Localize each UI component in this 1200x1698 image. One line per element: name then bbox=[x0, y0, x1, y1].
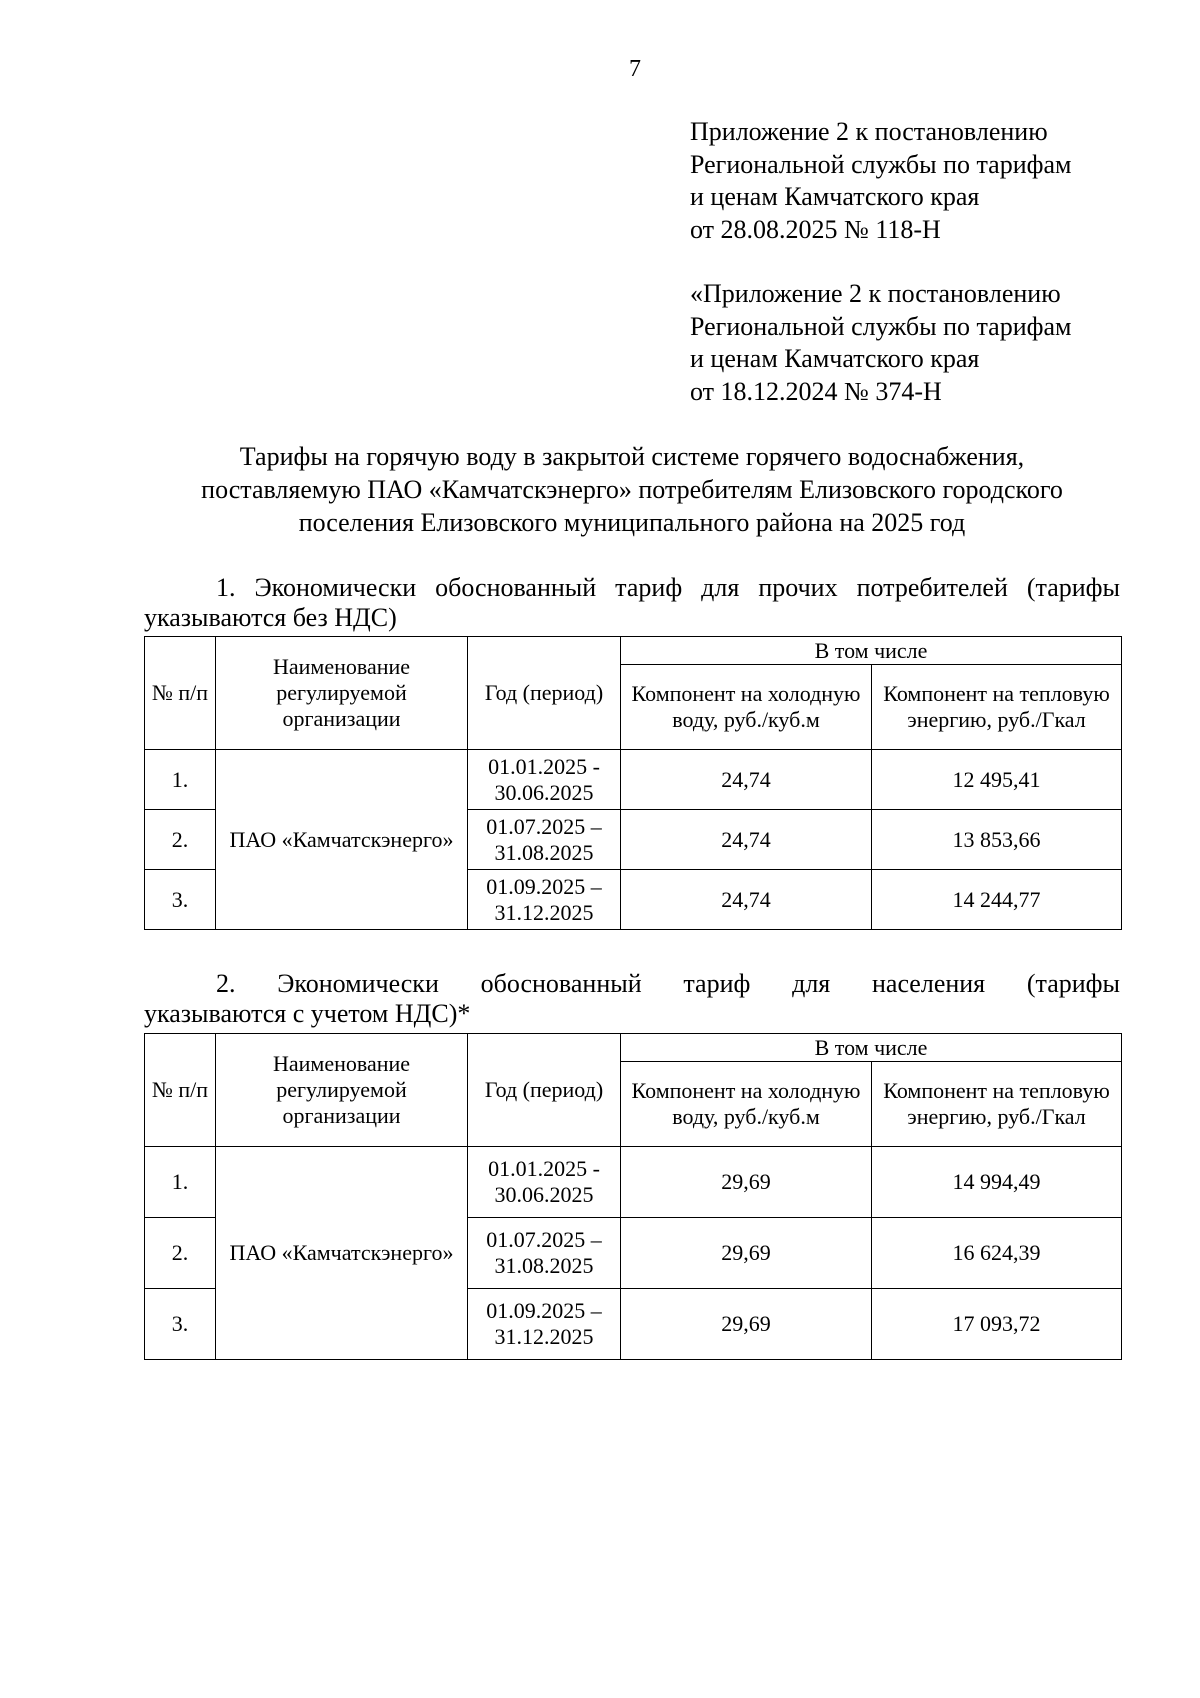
document-title bbox=[144, 440, 1120, 539]
organization-name: ПАО «Камчатскэнерго» bbox=[216, 750, 468, 930]
annex-line: и ценам Камчатского края bbox=[690, 182, 980, 211]
header-including: В том числе bbox=[621, 1034, 1122, 1062]
header-organization: Наименование регулируемой организации bbox=[216, 1034, 468, 1147]
annex-line: Региональной службы по тарифам bbox=[690, 149, 1072, 179]
row-num: 3. bbox=[145, 870, 216, 930]
section-1-heading bbox=[144, 573, 1120, 633]
title-line: поселения Елизовского муниципального района на 2025 год bbox=[298, 508, 966, 537]
row-heat-value: 16 624,39 bbox=[872, 1218, 1122, 1289]
table-row bbox=[145, 750, 1122, 810]
section-heading-line: 1. Экономически обоснованный тариф для прочих потребителей (тарифы bbox=[216, 573, 1120, 602]
row-period: 01.09.2025 – 31.12.2025 bbox=[468, 870, 621, 930]
row-cold-water-value: 29,69 bbox=[621, 1289, 872, 1360]
annex-line: «Приложение 2 к постановлению bbox=[690, 279, 1061, 308]
row-num: 1. bbox=[145, 1147, 216, 1218]
row-period: 01.09.2025 – 31.12.2025 bbox=[468, 1289, 621, 1360]
annex-line: от 28.08.2025 № 118-Н bbox=[690, 214, 941, 244]
row-heat-value: 14 994,49 bbox=[872, 1147, 1122, 1218]
header-heat: Компонент на тепловую энергию, руб./Гкал bbox=[872, 665, 1122, 750]
row-heat-value: 14 244,77 bbox=[872, 870, 1122, 930]
row-cold-water-value: 24,74 bbox=[621, 870, 872, 930]
row-period: 01.07.2025 – 31.08.2025 bbox=[468, 1218, 621, 1289]
row-cold-water-value: 24,74 bbox=[621, 750, 872, 810]
section-heading-line: указываются без НДС) bbox=[144, 603, 397, 632]
header-cold-water: Компонент на холодную воду, руб./куб.м bbox=[621, 1062, 872, 1147]
row-cold-water-value: 29,69 bbox=[621, 1147, 872, 1218]
row-heat-value: 17 093,72 bbox=[872, 1289, 1122, 1360]
header-heat: Компонент на тепловую энергию, руб./Гкал bbox=[872, 1062, 1122, 1147]
annex-line: от 18.12.2024 № 374-Н bbox=[690, 376, 942, 406]
header-organization: Наименование регулируемой организации bbox=[216, 637, 468, 750]
tariff-table-population bbox=[144, 1033, 1122, 1360]
annex-current-header bbox=[690, 116, 1071, 246]
row-num: 3. bbox=[145, 1289, 216, 1360]
header-including: В том числе bbox=[621, 637, 1122, 665]
header-num: № п/п bbox=[145, 637, 216, 750]
row-num: 2. bbox=[145, 1218, 216, 1289]
row-period: 01.07.2025 – 31.08.2025 bbox=[468, 810, 621, 870]
row-cold-water-value: 29,69 bbox=[621, 1218, 872, 1289]
annex-line: Приложение 2 к постановлению bbox=[690, 117, 1048, 146]
table-row bbox=[145, 1147, 1122, 1218]
header-period: Год (период) bbox=[468, 1034, 621, 1147]
row-num: 2. bbox=[145, 810, 216, 870]
title-line: поставляемую ПАО «Камчатскэнерго» потребителям Елизовского городского bbox=[201, 475, 1063, 504]
section-heading-line: 2. Экономически обоснованный тариф для населения (тарифы bbox=[216, 969, 1120, 998]
page-number: 7 bbox=[629, 56, 641, 82]
row-heat-value: 12 495,41 bbox=[872, 750, 1122, 810]
annex-line: и ценам Камчатского края bbox=[690, 344, 980, 373]
annex-line: Региональной службы по тарифам bbox=[690, 311, 1072, 341]
title-line: Тарифы на горячую воду в закрытой системе горячего водоснабжения, bbox=[239, 442, 1025, 471]
row-cold-water-value: 24,74 bbox=[621, 810, 872, 870]
header-cold-water: Компонент на холодную воду, руб./куб.м bbox=[621, 665, 872, 750]
row-period: 01.01.2025 - 30.06.2025 bbox=[468, 1147, 621, 1218]
row-period: 01.01.2025 - 30.06.2025 bbox=[468, 750, 621, 810]
organization-name: ПАО «Камчатскэнерго» bbox=[216, 1147, 468, 1360]
header-period: Год (период) bbox=[468, 637, 621, 750]
row-num: 1. bbox=[145, 750, 216, 810]
annex-previous-header bbox=[690, 278, 1071, 408]
header-num: № п/п bbox=[145, 1034, 216, 1147]
tariff-table-other-consumers bbox=[144, 636, 1122, 930]
section-heading-line: указываются с учетом НДС)* bbox=[144, 999, 471, 1028]
row-heat-value: 13 853,66 bbox=[872, 810, 1122, 870]
section-2-heading bbox=[144, 969, 1120, 1029]
